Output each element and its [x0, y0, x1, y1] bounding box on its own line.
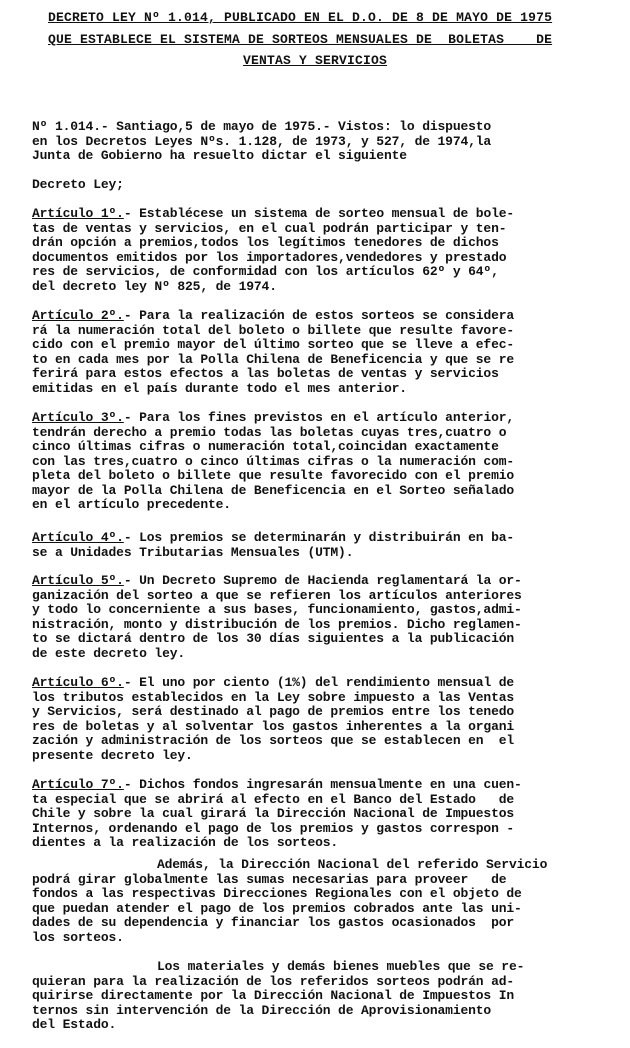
article-line: tas de ventas y servicios, en el cual podrán participar y ten- — [32, 220, 507, 236]
paragraph-line: quieran para la realización de los referidos sorteos podrán ad- — [32, 973, 515, 989]
paragraph-line — [32, 960, 622, 975]
article-text: - El uno por ciento (1%) del rendimiento mensual de — [123, 675, 515, 690]
article-line: cido con el premio mayor del último sorteo que se lleve a efec- — [32, 337, 515, 352]
article-line: presente decreto ley. — [32, 747, 193, 763]
paragraph-line: podrá girar globalmente las sumas necesarias para proveer de — [32, 871, 507, 887]
article-line: de este decreto ley. — [32, 645, 186, 661]
article-line: mayor de la Polla Chilena de Beneficencia en el Sorteo señalado — [32, 482, 515, 498]
header-title-line-2: QUE ESTABLECE EL SISTEMA DE SORTEOS MENSUALES DE BOLETAS DE — [48, 32, 553, 47]
article-5 — [32, 574, 622, 661]
article-6 — [32, 676, 622, 763]
paragraph-materiales — [32, 960, 622, 1033]
article-line: en el artículo precedente. — [32, 497, 231, 512]
article-line: con las tres,cuatro o cinco últimas cifras o la numeración com- — [32, 453, 515, 469]
paragraph-line: que puedan atender el pago de los premios cobrados ante las uni- — [32, 900, 522, 916]
article-line: res de boletas y al solventar los gastos inherentes a la organi — [32, 718, 515, 734]
article-1 — [32, 207, 622, 294]
article-3 — [32, 411, 622, 513]
article-text: - Dichos fondos ingresarán mensualmente en una cuen- — [123, 777, 522, 792]
paragraph-first-line: Además, la Dirección Nacional del referido Servicio — [157, 857, 548, 872]
paragraph-line — [32, 858, 622, 873]
header-title-line-1: DECRETO LEY Nº 1.014, PUBLICADO EN EL D.O. DE 8 DE MAYO DE 1975 — [48, 10, 553, 25]
article-text: - Establécese un sistema de sorteo mensual de bole- — [123, 206, 515, 221]
decree-label: Decreto Ley; — [32, 177, 124, 192]
article-first-line — [32, 411, 622, 426]
article-heading: Artículo 6º. — [32, 675, 124, 690]
article-line: pleta del boleto o billete que resulte favorecido con el premio — [32, 468, 515, 483]
article-2 — [32, 309, 622, 396]
article-line: nistración, monto y distribución de los premios. Dicho reglamen- — [32, 616, 522, 632]
article-heading: Artículo 4º. — [32, 530, 124, 545]
preamble-line: en los Decretos Leyes Nºs. 1.128, de 1973, y 527, de 1974,la — [32, 133, 492, 149]
preamble-line: Junta de Gobierno ha resuelto dictar el siguiente — [32, 148, 407, 163]
article-line: Internos, ordenando el pago de los premios y gastos correspon - — [32, 820, 515, 836]
article-line: rá la numeración total del boleto o billete que resulte favore- — [32, 322, 515, 338]
article-line: y todo lo concerniente a sus bases, funcionamiento, gastos,admi- — [32, 602, 522, 617]
paragraph-ademas — [32, 858, 622, 945]
article-4 — [32, 531, 622, 560]
paragraph-line: los sorteos. — [32, 929, 124, 945]
article-line: cinco últimas cifras o numeración total,coincidan exactamente — [32, 439, 499, 454]
article-line: documentos emitidos por los importadores,vendedores y prestado — [32, 249, 507, 265]
article-text: - Para los fines previstos en el artículo anterior, — [123, 410, 515, 425]
article-first-line — [32, 574, 622, 589]
article-line: del decreto ley Nº 825, de 1974. — [32, 278, 277, 294]
article-heading: Artículo 1º. — [32, 206, 124, 221]
paragraph-line: quirirse directamente por la Dirección Nacional de Impuestos In — [32, 988, 515, 1003]
decree-label-block — [32, 178, 622, 193]
paragraph-line: dades de su dependencia y financiar los gastos ocasionados por — [32, 915, 515, 930]
article-line: tendrán derecho a premio todas las boletas cuyas tres,cuatro o — [32, 424, 507, 440]
article-line: y Servicios, será destinado al pago de premios entre los tenedo — [32, 704, 515, 719]
paragraph-line: ternos sin intervención de la Dirección de Aprovisionamiento — [32, 1002, 492, 1018]
article-first-line — [32, 676, 622, 691]
header-title-line-3: VENTAS Y SERVICIOS — [242, 53, 388, 68]
preamble — [32, 120, 622, 164]
paragraph-first-line: Los materiales y demás bienes muebles que se re- — [157, 959, 525, 974]
article-heading: Artículo 3º. — [32, 410, 124, 425]
article-heading: Artículo 7º. — [32, 777, 124, 792]
article-7 — [32, 778, 622, 851]
article-line: drán opción a premios,todos los legítimos tenedores de dichos — [32, 235, 499, 250]
article-first-line — [32, 778, 622, 793]
article-line: los tributos establecidos en la Ley sobre impuesto a las Ventas — [32, 689, 515, 705]
article-line: se a Unidades Tributarias Mensuales (UTM). — [32, 544, 354, 560]
article-line: ganización del sorteo a que se refieren los artículos anteriores — [32, 587, 522, 603]
article-line: ta especial que se abrirá al efecto en el Banco del Estado de — [32, 791, 515, 807]
preamble-line: Nº 1.014.- Santiago,5 de mayo de 1975.- Vistos: lo dispuesto — [32, 119, 492, 134]
article-heading: Artículo 5º. — [32, 573, 124, 588]
article-line: zación y administración de los sorteos que se establecen en el — [32, 733, 515, 748]
article-first-line — [32, 207, 622, 222]
paragraph-line: fondos a las respectivas Direcciones Regionales con el objeto de — [32, 886, 522, 901]
article-line: to en cada mes por la Polla Chilena de Beneficencia y que se re — [32, 351, 515, 367]
article-line: res de servicios, de conformidad con los artículos 62º y 64º, — [32, 264, 499, 279]
paragraph-line: del Estado. — [32, 1017, 117, 1032]
article-line: dientes a la realización de los sorteos. — [32, 835, 339, 850]
article-line: to se dictará dentro de los 30 días siguientes a la publicación — [32, 631, 515, 646]
article-text: - Los premios se determinarán y distribuirán en ba- — [123, 530, 515, 545]
article-line: ferirá para estos efectos a las boletas de ventas y servicios — [32, 366, 499, 381]
article-text: - Para la realización de estos sorteos se considera — [123, 308, 515, 323]
article-line: emitidas en el país durante todo el mes anterior. — [32, 380, 407, 396]
article-first-line — [32, 531, 622, 546]
article-first-line — [32, 309, 622, 324]
article-line: Chile y sobre la cual girará la Dirección Nacional de Impuestos — [32, 806, 515, 821]
article-text: - Un Decreto Supremo de Hacienda reglamentará la or- — [123, 573, 522, 588]
article-heading: Artículo 2º. — [32, 308, 124, 323]
